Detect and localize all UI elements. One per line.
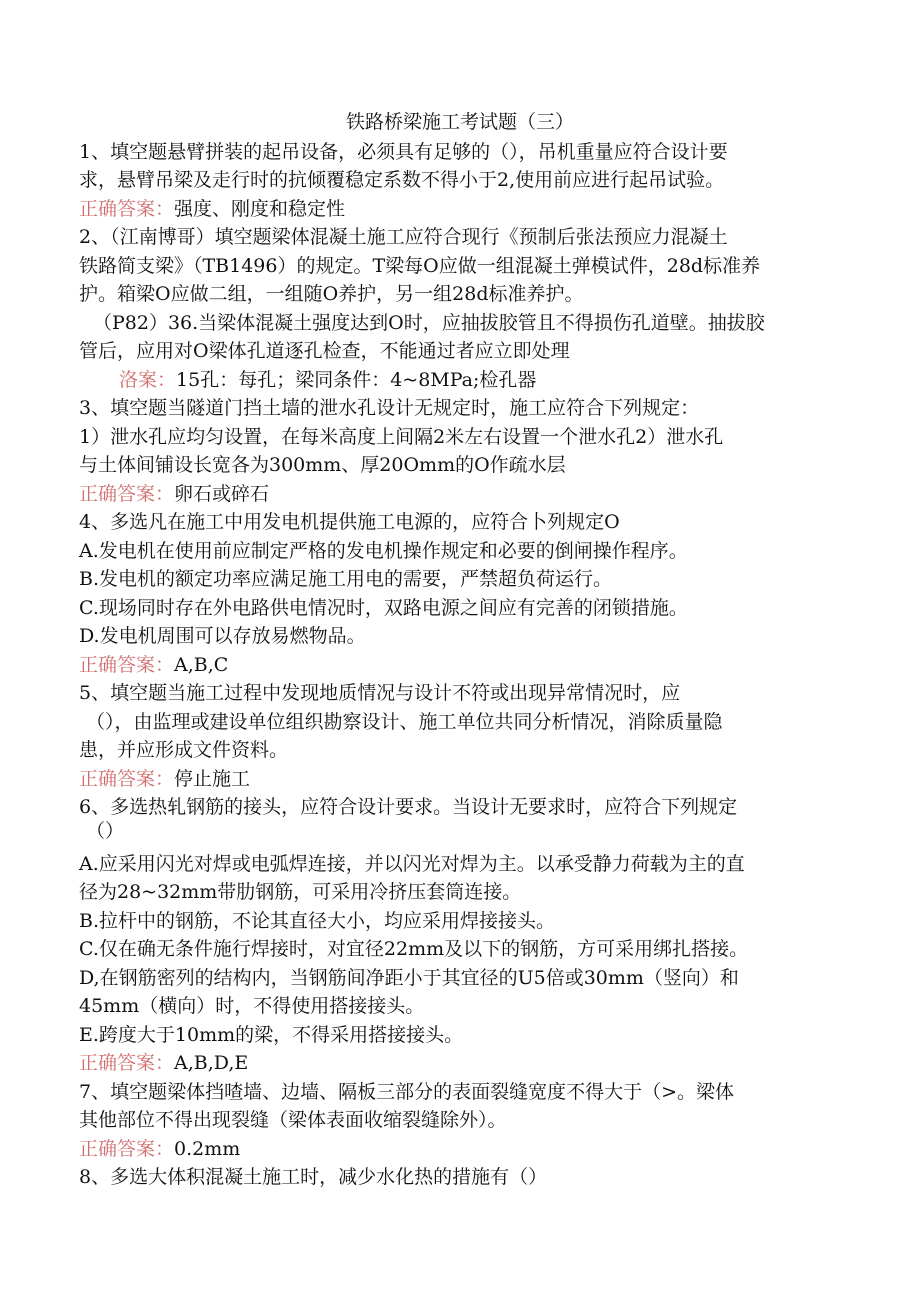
question-7-line-2: 其他部位不得出现裂缝（梁体表面收缩裂缝除外）。 — [79, 1109, 507, 1131]
question-6-line-2: （） — [86, 820, 125, 842]
question-6-option-d-line-1: D,在钢筋密列的结构内，当钢筋间净距小于其宜径的U5倍或30mm（竖向）和 — [79, 967, 739, 989]
answer-label: 正确答案： — [79, 768, 175, 790]
page-title: 铁路桥梁施工考试题（三） — [345, 111, 574, 133]
answer-label: 正确答案： — [79, 483, 175, 505]
answer-value: 强度、刚度和稳定性 — [174, 198, 346, 220]
question-2-line-5: 管后，应用对O梁体孔道逐孔检查，不能通过者应立即处理 — [79, 340, 570, 362]
question-6-option-d-line-2: 45mm（横向）时，不得使用搭接接头。 — [79, 995, 425, 1017]
answer-label: 正确答案： — [79, 654, 175, 676]
answer-value: 停止施工 — [174, 768, 251, 790]
answer-4 — [79, 651, 228, 680]
question-3-line-2: 1）泄水孔应均匀设置，在每米高度上间隔2米左右设置一个泄水孔2）泄水孔 — [79, 426, 724, 448]
question-2-line-3: 护。箱梁O应做二组，一组随O养护，另一组28d标准养护。 — [79, 283, 584, 305]
answer-5 — [79, 765, 250, 794]
question-1-line-1: 1、填空题悬臂拼装的起吊设备，必须具有足够的（），吊机重量应符合设计要 — [79, 141, 728, 163]
answer-7 — [79, 1135, 240, 1164]
question-5-line-1: 5、填空题当施工过程中发现地质情况与设计不符或出现异常情况时，应 — [79, 682, 681, 704]
question-6-line-1: 6、多选热轧钢筋的接头，应符合设计要求。当设计无要求时，应符合下列规定 — [79, 796, 738, 818]
question-5-line-2: （），由监理或建设单位组织勘察设计、施工单位共同分析情况，消除质量隐 — [86, 711, 723, 733]
answer-label: 洛案： — [119, 369, 177, 391]
question-8-line-1: 8、多选大体积混凝土施工时，减少水化热的措施有（） — [79, 1166, 548, 1188]
question-3-line-3: 与土体间铺设长宽各为300mm、厚20Omm的O作疏水层 — [79, 454, 566, 476]
question-6-option-a-line-2: 径为28~32mm带肋钢筋，可采用冷挤压套筒连接。 — [79, 881, 522, 903]
question-1-line-2: 求，悬臂吊梁及走行时的抗倾覆稳定系数不得小于2,使用前应进行起吊试验。 — [79, 169, 725, 191]
answer-label: 正确答案： — [79, 1138, 175, 1160]
answer-value: 0.2mm — [174, 1138, 241, 1160]
question-4-option-a: A.发电机在使用前应制定严格的发电机操作规定和必要的倒闸操作程序。 — [79, 540, 688, 562]
answer-2 — [119, 366, 536, 395]
question-6-option-e: E.跨度大于10mm的梁，不得采用搭接接头。 — [79, 1024, 464, 1046]
question-4-option-d: D.发电机周围可以存放易燃物品。 — [79, 625, 366, 647]
question-6-option-a-line-1: A.应采用闪光对焊或电弧焊连接，并以闪光对焊为主。以承受静力荷载为主的直 — [79, 853, 745, 875]
answer-label: 正确答案： — [79, 1052, 175, 1074]
question-2-line-2: 铁路简支梁》（TB1496）的规定。T梁每O应做一组混凝土弹模试件，28d标准养 — [79, 255, 761, 277]
answer-label: 正确答案： — [79, 198, 175, 220]
answer-value: A,B,D,E — [174, 1052, 249, 1074]
answer-3 — [79, 480, 269, 509]
question-2-line-1: 2、（江南博哥）填空题梁体混凝土施工应符合现行《预制后张法预应力混凝土 — [79, 226, 728, 248]
answer-value: 15孔：每孔；梁同条件：4~8MPa;检孔器 — [176, 369, 537, 391]
question-6-option-c: C.仅在确无条件施行焊接时，对宜径22mm及以下的钢筋，方可采用绑扎搭接。 — [79, 938, 749, 960]
question-7-line-1: 7、填空题梁体挡喳墙、边墙、隔板三部分的表面裂缝宽度不得大于（>。梁体 — [79, 1081, 735, 1103]
question-4-option-c: C.现场同时存在外电路供电情况时，双路电源之间应有完善的闭锁措施。 — [79, 597, 688, 619]
question-3-line-1: 3、填空题当隧道门挡土墙的泄水孔设计无规定时，施工应符合下列规定： — [79, 397, 700, 419]
answer-value: 卵石或碎石 — [174, 483, 270, 505]
question-2-line-4: （P82）36.当梁体混凝土强度达到O时，应抽拔胶管且不得损伤孔道壁。抽拔胶 — [93, 312, 765, 334]
answer-value: A,B,C — [174, 654, 229, 676]
question-6-option-b: B.拉杆中的钢筋，不论其直径大小，均应采用焊接接头。 — [79, 910, 556, 932]
question-4-line-1: 4、多选凡在施工中用发电机提供施工电源的，应符合卜列规定O — [79, 511, 620, 533]
question-4-option-b: B.发电机的额定功率应满足施工用电的需要，严禁超负荷运行。 — [79, 568, 613, 590]
answer-6 — [79, 1049, 248, 1078]
question-5-line-3: 患，并应形成文件资料。 — [79, 739, 289, 761]
answer-1 — [79, 195, 345, 224]
